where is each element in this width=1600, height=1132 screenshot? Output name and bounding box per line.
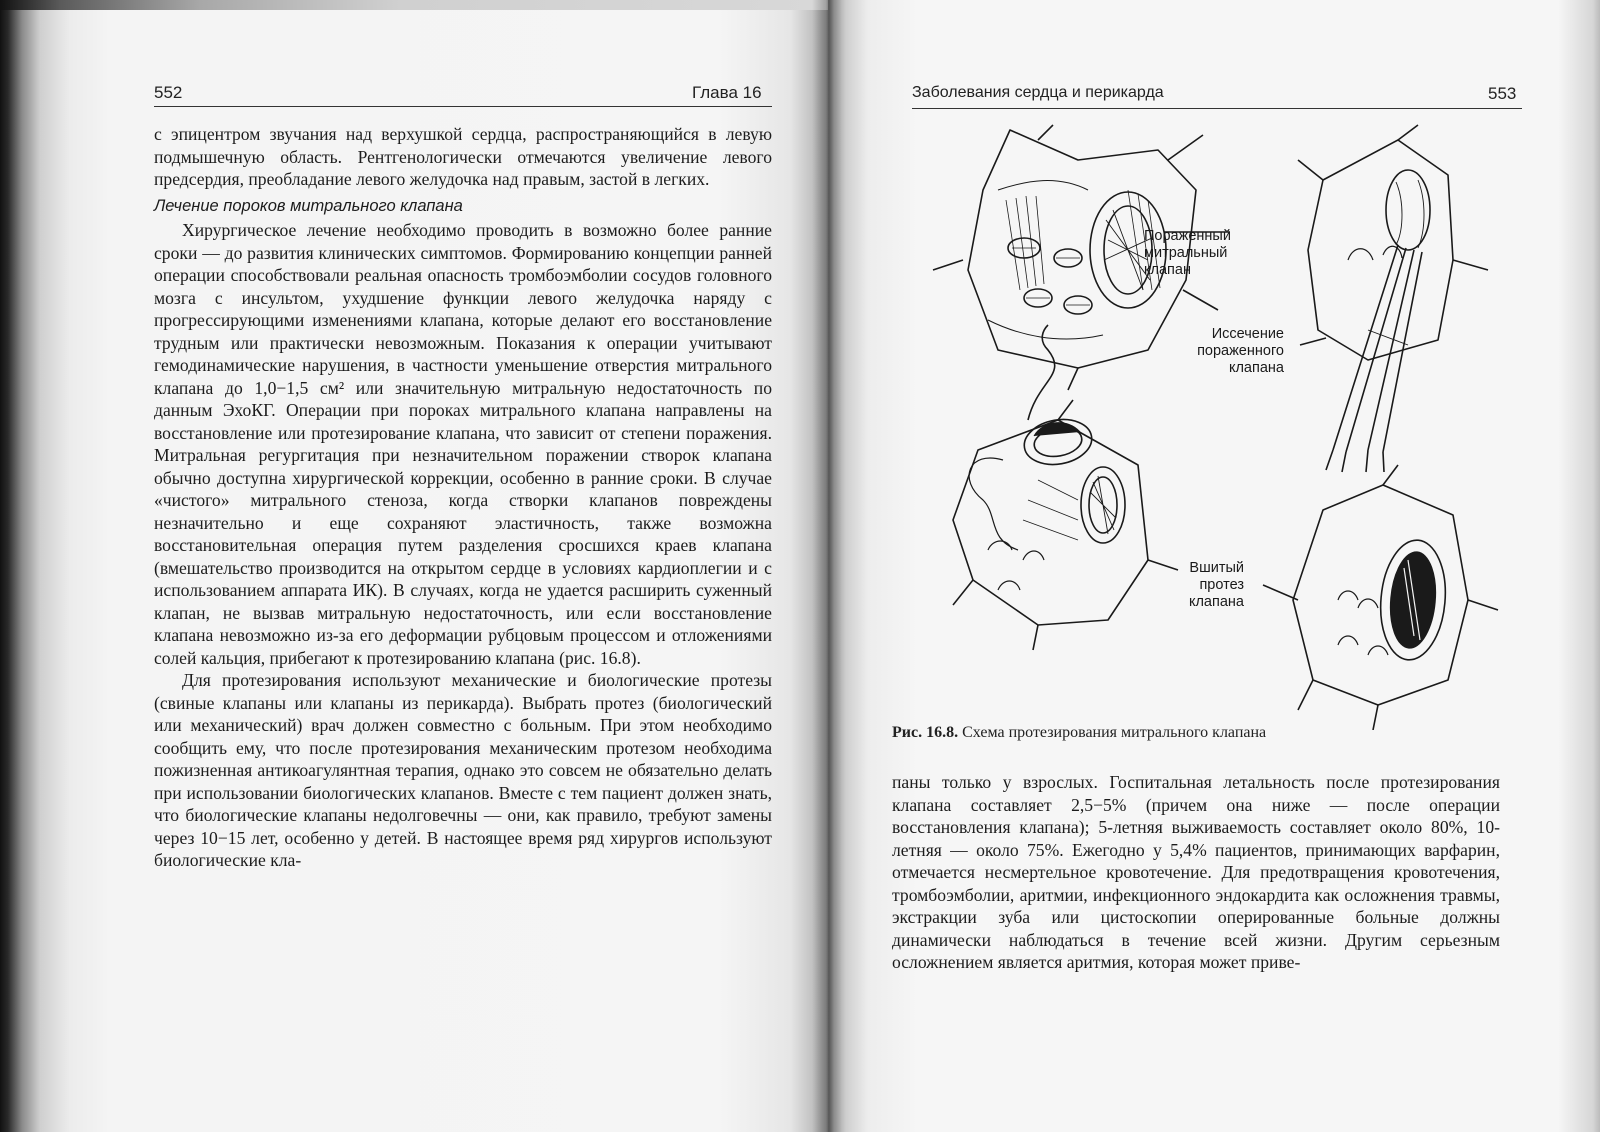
label-excision: Иссечение пораженного клапана: [1197, 326, 1284, 376]
illustration-excision: [1298, 125, 1488, 472]
left-paragraph-3: Для протезирования используют механические и биологические протезы (свиные клапаны или клапаны из перикарда). Выбрать протез (биологический или механический) врач должен совместно с больным. При этом необходимо сообщить ему, что после протезирования механическим протезом необходима пожизненная антикоагулянтная терапия, однако это совсем не обязательно делать при использовании биологических клапанов. Вместе с тем пациент должен знать, что биологические клапаны недолговечны — они, как правило, требуют замены через 10−15 лет, особенно у детей. В настоящее время ряд хирургов используют биологические кла-: [154, 670, 772, 870]
right-running-head: Заболевания сердца и перикарда: [912, 84, 1164, 101]
right-page: [828, 0, 1600, 1132]
book-spine: [812, 0, 846, 1132]
figure-caption-number: Рис. 16.8.: [892, 724, 959, 741]
label-sewn-prosthesis: Вшитый протез клапана: [1188, 560, 1244, 610]
right-page-number: 553: [1488, 84, 1517, 103]
section-subheading: Лечение пороков митрального клапана: [154, 196, 463, 215]
figure-caption: [892, 724, 1532, 742]
mitral-valve-replacement-figure: [928, 120, 1528, 730]
left-paragraph-2: Хирургическое лечение необходимо проводить в возможно более ранние сроки — до развития клинических симптомов. Формированию концепции ранней операции способствовали реальная опасность тромбоэмболии сосудов головного мозга с инсультом, ухудшение функции левого желудочка наряду с прогрессирующими изменениями клапана, которые делают его восстановление трудным или практически невозможным. Показания к операции учитывают гемодинамические нарушения, в частности уменьшение отверстия митрального клапана до 1,0−1,5 см² или значительную митральную недостаточность по данным ЭхоКГ. Операции при пороках митрального клапана направлены на восстановление или протезирование клапана, что зависит от степени поражения. Митральная регургитация при незначительном поражении створок клапана обычно доступна хирургической коррекции, особенно в ранние сроки. В случае «чистого» митрального стеноза, когда створки клапанов повреждены незначительно и еще сохраняют эластичность, также возможна восстановительная операция путем разделения сросшихся краев клапана (вмешательство производится на открытом сердце в условиях кардиоплегии и с использованием аппарата ИК). В случаях, когда не удается расширить суженный клапан, не вызвав митральную недостаточность, или если восстановление клапана невозможно из-за его деформации рубцовым процессом и отложениями солей кальция, прибегают к протезированию клапана (рис. 16.8).: [154, 220, 772, 668]
label-affected-valve: Пораженный митральный клапан: [1144, 228, 1231, 278]
left-paragraph-1: с эпицентром звучания над верхушкой сердца, распространяющийся в левую подмышечную область. Рентгенологически отмечаются увеличение левого предсердия, преобладание левого желудочка над правым, застой в легких.: [154, 124, 772, 189]
right-body: [892, 771, 1500, 974]
right-header-rule: [912, 108, 1522, 109]
left-running-head: Глава 16: [692, 83, 762, 102]
illustration-sewn-prosthesis: [1263, 465, 1498, 730]
left-page-number: 552: [154, 83, 183, 102]
left-header-rule: [154, 106, 772, 107]
right-paragraph-1: паны только у взрослых. Госпитальная летальность после протезирования клапана составляет 2,5−5% (причем она ниже — после операции восстановления клапана); 5-летняя выживаемость составляет около 80%, 10-летняя — около 75%. Ежегодно у 5,4% пациентов, принимающих варфарин, отмечается несмертельное кровотечение. Для предотвращения кровотечения, тромбоэмболии, аритмии, инфекционного эндокардита как осложнения травмы, экстракции зуба или цистоскопии оперированные больные должны динамически наблюдаться в течение всей жизни. Другим серьезным осложнением является аритмия, которая может приве-: [892, 772, 1500, 972]
illustration-suturing-prosthesis: [953, 325, 1178, 650]
figure-caption-text: Схема протезирования митрального клапана: [958, 724, 1267, 741]
left-body: [154, 123, 772, 872]
